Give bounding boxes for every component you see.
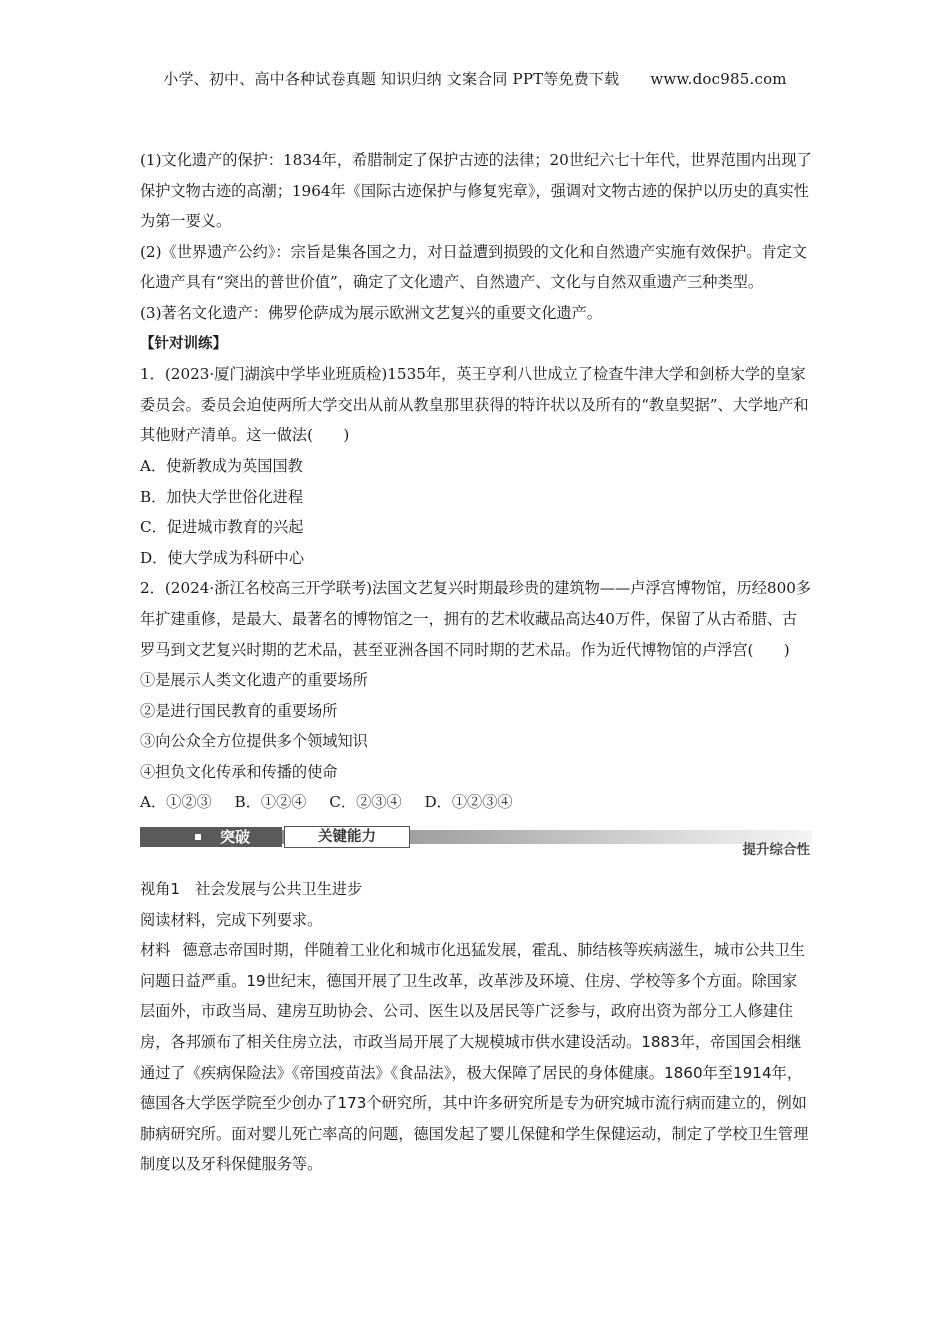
question-1-option-b[interactable]: B．加快大学世俗化进程 xyxy=(140,487,304,506)
question-2-statement-4: ④担负文化传承和传播的使命 xyxy=(140,762,338,781)
square-bullet-icon xyxy=(195,834,201,840)
header-site-link[interactable]: www.doc985.com xyxy=(650,70,787,88)
perspective-instruction: 阅读材料，完成下列要求。 xyxy=(140,910,323,929)
knowledge-point-3: (3)著名文化遗产：佛罗伦萨成为展示欧洲文艺复兴的重要文化遗产。 xyxy=(140,303,602,322)
question-1-option-d[interactable]: D．使大学成为科研中心 xyxy=(140,548,305,567)
material-paragraph xyxy=(140,935,812,1180)
question-2-statement-2: ②是进行国民教育的重要场所 xyxy=(140,701,338,720)
question-1-stem: 1．(2023·厦门湖滨中学毕业班质检)1535年，英王亨利八世成立了检查牛津大学和剑桥大学的皇家委员会。委员会迫使两所大学交出从前从教皇那里获得的特许状以及所有的“教皇契据”、大学地产和其他财产清单。这一做法( ) xyxy=(140,365,809,445)
banner-tag-light: 关键能力 xyxy=(284,826,410,848)
material-label: 材料 xyxy=(140,941,171,960)
header-text: 小学、初中、高中各种试卷真题 知识归纳 文案合同 PPT等免费下载 xyxy=(163,70,620,88)
question-2-option-a[interactable]: A．①②③ xyxy=(140,793,212,812)
question-2-statement-3: ③向公众全方位提供多个领域知识 xyxy=(140,732,368,751)
knowledge-point-2: (2)《世界遗产公约》：宗旨是集各国之力，对日益遭到损毁的文化和自然遗产实施有效保护。肯定文化遗产具有“突出的普世价值”，确定了文化遗产、自然遗产、文化与自然双重遗产三种类型。 xyxy=(140,242,807,292)
banner-dark-label: 突破 xyxy=(220,828,251,847)
question-2-options xyxy=(140,787,812,818)
perspective-title: 视角1 社会发展与公共卫生进步 xyxy=(140,880,363,899)
question-2-stem: 2．(2024·浙江名校高三开学联考)法国文艺复兴时期最珍贵的建筑物——卢浮宫博物馆，历经800多年扩建重修，是最大、最著名的博物馆之一，拥有的艺术收藏品高达40万件，保留了从古希腊、古罗马到文艺复兴时期的艺术品，甚至亚洲各国不同时期的艺术品。作为近代博物馆的卢浮宫( ) xyxy=(140,579,812,659)
section-banner xyxy=(140,826,812,859)
document-body xyxy=(140,145,812,1180)
page-header xyxy=(0,68,950,89)
material-text: 德意志帝国时期，伴随着工业化和城市化迅猛发展，霍乱、肺结核等疾病滋生，城市公共卫生问题日益严重。19世纪末，德国开展了卫生改革，改革涉及环境、住房、学校等多个方面。除国家层面外，市政当局、建房互助协会、公司、医生以及居民等广泛参与，政府出资为部分工人修建住房，各邦颁布了相关住房立法，市政当局开展了大规模城市供水建设活动。1883年，帝国国会相继通过了《疾病保险法》《帝国疫苗法》《食品法》，极大保障了居民的身体健康。1860年至1914年，德国各大学医学院至少创办了173个研究所，其中许多研究所是专为研究城市流行病而建立的，例如肺病研究所。面对婴儿死亡率高的问题，德国发起了婴儿保健和学生保健运动，制定了学校卫生管理制度以及牙科保健服务等。 xyxy=(140,941,809,1174)
question-2-statement-1: ①是展示人类文化遗产的重要场所 xyxy=(140,671,368,690)
question-2-option-c[interactable]: C．②③④ xyxy=(329,793,402,812)
question-1-option-a[interactable]: A．使新教成为英国国教 xyxy=(140,456,303,475)
banner-tag-dark xyxy=(140,827,282,847)
knowledge-point-1: (1)文化遗产的保护：1834年，希腊制定了保护古迹的法律；20世纪六七十年代，世界范围内出现了保护文物古迹的高潮；1964年《国际古迹保护与修复宪章》，强调对文物古迹的保护以历史的真实性为第一要义。 xyxy=(140,151,812,231)
training-label: 【针对训练】 xyxy=(140,335,227,352)
question-1-option-c[interactable]: C．促进城市教育的兴起 xyxy=(140,518,304,537)
question-2-option-d[interactable]: D．①②③④ xyxy=(424,793,513,812)
banner-right-label: 提升综合性 xyxy=(742,842,810,859)
question-2-option-b[interactable]: B．①②④ xyxy=(234,793,307,812)
